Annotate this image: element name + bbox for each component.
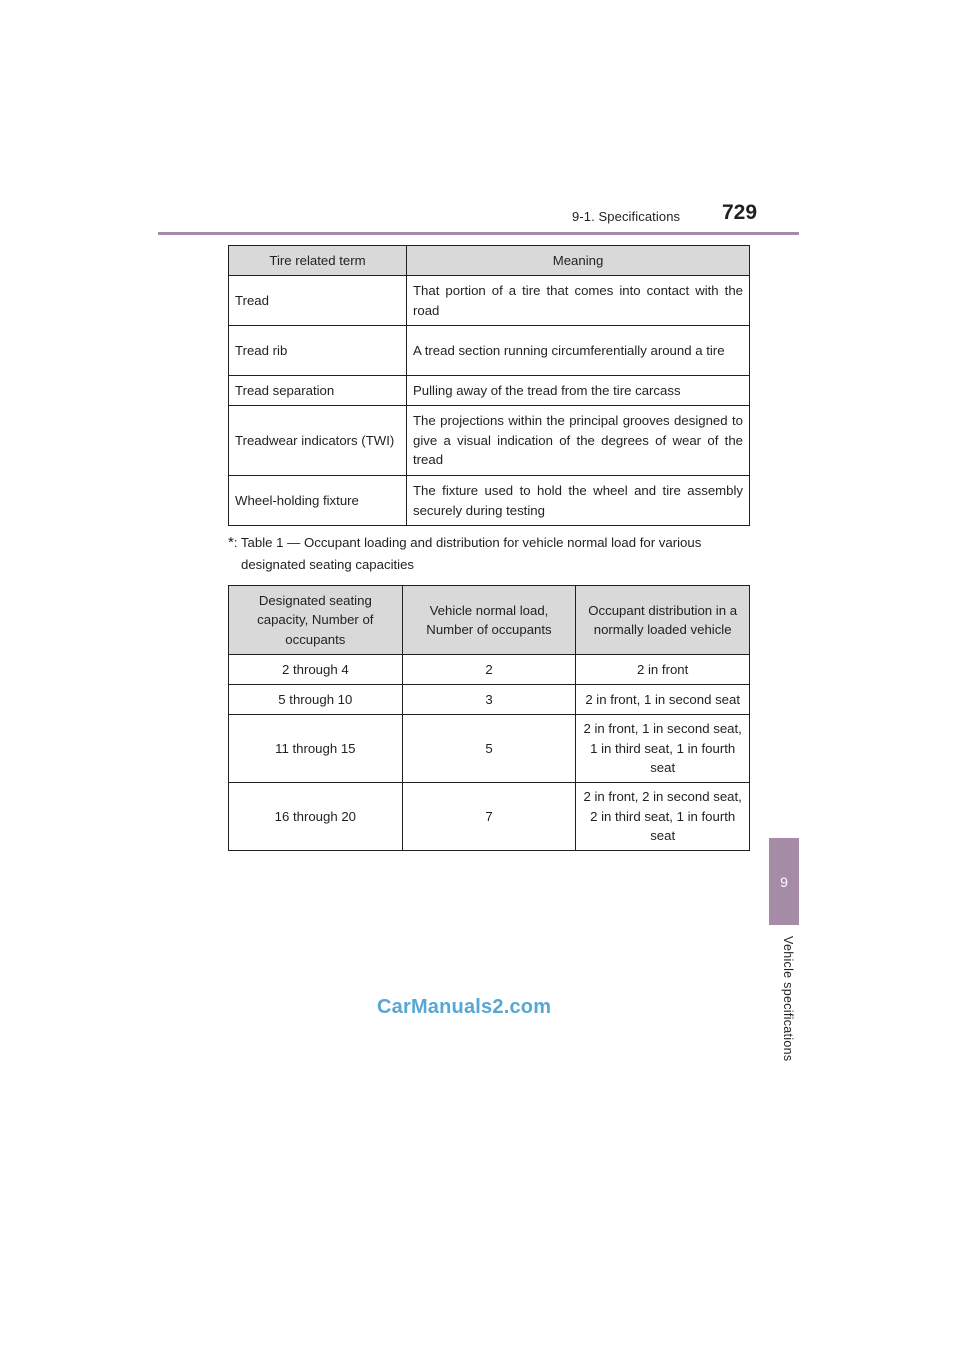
table-header-row xyxy=(229,586,750,655)
term-cell: Treadwear indicators (TWI) xyxy=(229,406,407,476)
capacity-cell: 11 through 15 xyxy=(229,715,403,783)
term-cell: Tread separation xyxy=(229,376,407,406)
term-cell: Tread rib xyxy=(229,326,407,376)
table-header-row xyxy=(229,246,750,276)
column-header-term: Tire related term xyxy=(229,246,407,276)
distribution-cell: 2 in front, 1 in second seat, 1 in third seat, 1 in fourth seat xyxy=(576,715,750,783)
load-cell: 2 xyxy=(402,655,576,685)
capacity-cell: 16 through 20 xyxy=(229,783,403,851)
meaning-cell: A tread section running circumferentially around a tire xyxy=(407,326,750,376)
column-header-meaning: Meaning xyxy=(407,246,750,276)
footnote-line-2: designated seating capacities xyxy=(241,557,415,572)
table-row xyxy=(229,376,750,406)
load-cell: 5 xyxy=(402,715,576,783)
meaning-cell: That portion of a tire that comes into contact with the road xyxy=(407,276,750,326)
occupant-loading-table xyxy=(228,585,750,851)
footnote-line-1: : Table 1 — Occupant loading and distribution for vehicle normal load for various xyxy=(233,535,702,550)
capacity-cell: 2 through 4 xyxy=(229,655,403,685)
table-row xyxy=(229,406,750,476)
column-header-distribution: Occupant distribution in a normally loaded vehicle xyxy=(576,586,750,655)
table-row xyxy=(229,276,750,326)
table-footnote xyxy=(228,532,750,576)
meaning-cell: Pulling away of the tread from the tire carcass xyxy=(407,376,750,406)
meaning-cell: The fixture used to hold the wheel and tire assembly securely during testing xyxy=(407,476,750,526)
watermark-link[interactable]: CarManuals2.com xyxy=(377,996,552,1018)
table-row xyxy=(229,655,750,685)
meaning-cell: The projections within the principal grooves designed to give a visual indication of the degrees of wear of the tread xyxy=(407,406,750,476)
column-header-capacity: Designated seating capacity, Number of occupants xyxy=(229,586,403,655)
term-cell: Tread xyxy=(229,276,407,326)
table-row xyxy=(229,685,750,715)
header-rule xyxy=(158,232,799,235)
distribution-cell: 2 in front xyxy=(576,655,750,685)
term-cell: Wheel-holding fixture xyxy=(229,476,407,526)
section-title: 9-1. Specifications xyxy=(572,209,681,224)
chapter-label: Vehicle specifications xyxy=(781,936,795,1062)
footnote-marker: * xyxy=(228,534,234,551)
table-row xyxy=(229,326,750,376)
capacity-cell: 5 through 10 xyxy=(229,685,403,715)
load-cell: 3 xyxy=(402,685,576,715)
distribution-cell: 2 in front, 1 in second seat xyxy=(576,685,750,715)
load-cell: 7 xyxy=(402,783,576,851)
tire-terms-table xyxy=(228,245,750,526)
table-row xyxy=(229,715,750,783)
table-row xyxy=(229,476,750,526)
table-row xyxy=(229,783,750,851)
distribution-cell: 2 in front, 2 in second seat, 2 in third seat, 1 in fourth seat xyxy=(576,783,750,851)
column-header-normal-load: Vehicle normal load, Number of occupants xyxy=(402,586,576,655)
chapter-tab: 9 xyxy=(769,838,799,925)
page-number: 729 xyxy=(722,201,758,224)
